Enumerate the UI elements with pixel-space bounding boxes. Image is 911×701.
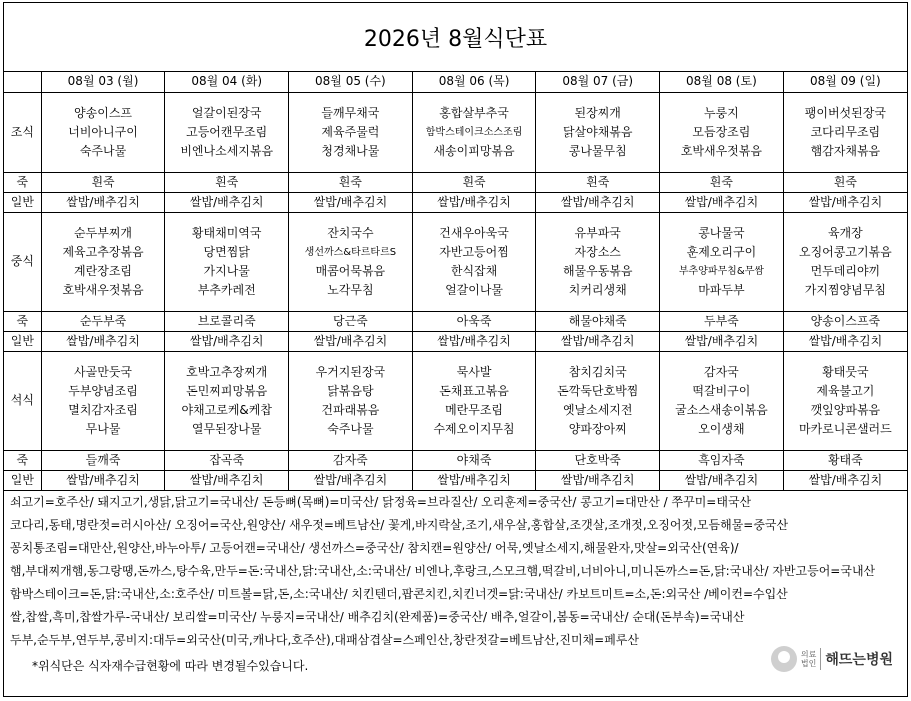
lunch-juk-cell: 브로콜리죽: [165, 311, 289, 331]
origin-notes: [4, 491, 907, 680]
menu-item: 유부파국: [574, 225, 621, 240]
dinner-ilban-cell: 쌀밥/배추김치: [412, 470, 536, 490]
lunch-juk-cell: 아욱죽: [412, 311, 536, 331]
corner-cell: [4, 72, 41, 92]
menu-item: 가지찜양념무침: [804, 282, 886, 297]
menu-item: 메란무조림: [445, 402, 504, 417]
menu-item: 자반고등어찜: [439, 244, 509, 259]
menu-item: 황태뭇국: [822, 364, 869, 379]
origin-line: 두부,순두부,연두부,콩비지:대두=외국산(미국,캐나다,호주산),대패삼겹살=스페인산,창란젓갈=베트남산,진미채=페루산: [10, 632, 639, 647]
dinner-juk-cell: 황태죽: [783, 450, 907, 470]
menu-item: 양파장아찌: [568, 421, 627, 436]
dinner-ilban-cell: 쌀밥/배추김치: [783, 470, 907, 490]
dinner-cell: [536, 351, 660, 450]
menu-item: 수제오이지무침: [433, 421, 515, 436]
menu-item: 양송이스프: [74, 105, 133, 120]
menu-item: 팽이버섯된장국: [804, 105, 886, 120]
dinner-juk-cell: 흑임자죽: [660, 450, 784, 470]
lunch-juk-row: [4, 311, 907, 331]
breakfast-ilban-cell: 쌀밥/배추김치: [165, 192, 289, 212]
hospital-logo: [771, 646, 893, 672]
menu-item: 훈제오리구이: [686, 244, 757, 259]
menu-item: 우거지된장국: [315, 364, 386, 379]
lunch-cell: [660, 212, 784, 311]
menu-item: 된장찌개: [574, 105, 621, 120]
lunch-cell: [783, 212, 907, 311]
breakfast-juk-cell: 흰죽: [783, 172, 907, 192]
menu-item: 부추양파무침&무쌈: [678, 265, 764, 277]
breakfast-cell: [783, 92, 907, 172]
dinner-cell: [289, 351, 413, 450]
dinner-cell: [41, 351, 165, 450]
dinner-ilban-cell: 쌀밥/배추김치: [536, 470, 660, 490]
menu-item: 당면찜닭: [203, 244, 250, 259]
menu-item: 호박새우젓볶음: [680, 143, 762, 158]
dinner-ilban-cell: 쌀밥/배추김치: [660, 470, 784, 490]
menu-item: 코다리무조림: [810, 124, 881, 139]
menu-item: 돈민찌피망볶음: [186, 383, 268, 398]
footnote: *위식단은 식자재수급현황에 따라 변경될수있습니다.: [32, 658, 309, 673]
breakfast-cell: [536, 92, 660, 172]
dinner-cell: [412, 351, 536, 450]
menu-item: 얼갈이된장국: [191, 105, 262, 120]
menu-item: 무나물: [85, 421, 121, 436]
menu-item: 옛날소세지전: [562, 402, 633, 417]
lunch-juk-cell: 당근죽: [289, 311, 413, 331]
menu-item: 비엔나소세지볶음: [180, 143, 274, 158]
menu-sheet: [3, 2, 908, 697]
dinner-juk-row: [4, 450, 907, 470]
breakfast-ilban-cell: 쌀밥/배추김치: [289, 192, 413, 212]
origin-line: 쌀,찹쌀,흑미,찹쌀가루-국내산/ 보리쌀=미국산/ 누룽지=국내산/ 배추김치(완제품)=중국산/ 배추,얼갈이,봄동=국내산/ 순대(돈부속)=국내산: [10, 609, 745, 624]
dinner-ilban-cell: 쌀밥/배추김치: [289, 470, 413, 490]
lunch-ilban-cell: 쌀밥/배추김치: [536, 331, 660, 351]
breakfast-juk-cell: 흰죽: [536, 172, 660, 192]
breakfast-ilban-label: 일반: [4, 192, 41, 212]
lunch-ilban-cell: 쌀밥/배추김치: [660, 331, 784, 351]
lunch-ilban-cell: 쌀밥/배추김치: [41, 331, 165, 351]
menu-item: 숙주나물: [327, 421, 374, 436]
lunch-juk-cell: 순두부죽: [41, 311, 165, 331]
menu-item: 열무된장나물: [191, 421, 262, 436]
lunch-ilban-cell: 쌀밥/배추김치: [783, 331, 907, 351]
menu-item: 참치김치국: [568, 364, 627, 379]
menu-item: 호박고추장찌개: [186, 364, 268, 379]
menu-item: 묵사발: [456, 364, 492, 379]
menu-item: 떡갈비구이: [692, 383, 751, 398]
page-title: 2026년 8월식단표: [4, 3, 907, 72]
menu-item: 건파래볶음: [321, 402, 380, 417]
origin-line: 쇠고기=호주산/ 돼지고기,생닭,닭고기=국내산/ 돈등뼈(목뼈)=미국산/ 닭정육=브라질산/ 오리훈제=중국산/ 콩고기=대만산 / 쭈꾸미=태국산: [10, 494, 752, 509]
origin-line: 함박스테이크=돈,닭:국내산,소:호주산/ 미트볼=닭,돈,소:국내산/ 치킨텐더,팝콘치킨,치킨너겟=닭:국내산/ 카보트미트=소,돈:외국산 /베이컨=수입산: [10, 586, 788, 601]
breakfast-ilban-cell: 쌀밥/배추김치: [536, 192, 660, 212]
dinner-ilban-cell: 쌀밥/배추김치: [41, 470, 165, 490]
menu-item: 황태채미역국: [191, 225, 262, 240]
breakfast-ilban-row: [4, 192, 907, 212]
menu-table: [4, 72, 907, 491]
breakfast-juk-cell: 흰죽: [289, 172, 413, 192]
menu-item: 제육주물럭: [321, 124, 380, 139]
lunch-cell: [412, 212, 536, 311]
menu-item: 오징어콩고기볶음: [798, 244, 892, 259]
menu-item: 누룽지: [704, 105, 739, 120]
date-header: 08월 03 (월): [41, 72, 165, 92]
lunch-cell: [41, 212, 165, 311]
menu-item: 콩나물국: [698, 225, 745, 240]
menu-item: 계란장조림: [74, 263, 133, 278]
breakfast-row: [4, 92, 907, 172]
date-header: 08월 09 (일): [783, 72, 907, 92]
menu-item: 고등어캔무조림: [186, 124, 268, 139]
menu-item: 돈깍둑단호박찜: [557, 383, 639, 398]
lunch-ilban-label: 일반: [4, 331, 41, 351]
menu-item: 먼두데리야끼: [810, 263, 881, 278]
menu-item: 야채고로케&케찹: [181, 402, 272, 417]
logo-name: 해뜨는병원: [825, 651, 893, 668]
dinner-cell: [660, 351, 784, 450]
menu-item: 홍합살부추국: [439, 105, 509, 120]
breakfast-juk-cell: 흰죽: [660, 172, 784, 192]
dinner-label: 석식: [4, 351, 41, 450]
breakfast-label: 조식: [4, 92, 41, 172]
logo-tag-1: 의료: [800, 649, 817, 659]
breakfast-cell: [41, 92, 165, 172]
menu-item: 모듬장조림: [692, 124, 751, 139]
menu-item: 매콤어묵볶음: [315, 263, 386, 278]
menu-item: 순두부찌개: [74, 225, 133, 240]
lunch-cell: [165, 212, 289, 311]
lunch-cell: [289, 212, 413, 311]
menu-item: 해물우동볶음: [562, 263, 633, 278]
breakfast-ilban-cell: 쌀밥/배추김치: [660, 192, 784, 212]
dinner-ilban-label: 일반: [4, 470, 41, 490]
hospital-logo-icon: [771, 646, 797, 672]
breakfast-cell: [412, 92, 536, 172]
lunch-ilban-cell: 쌀밥/배추김치: [165, 331, 289, 351]
origin-line: 꽁치통조림=대만산,원양산,바누아투/ 고등어캔=국내산/ 생선까스=중국산/ 참치캔=원양산/ 어묵,옛날소세지,해물완자,맛살=외국산(연육)/: [10, 540, 739, 555]
menu-item: 마카로니콘샐러드: [798, 421, 892, 436]
breakfast-juk-cell: 흰죽: [412, 172, 536, 192]
menu-item: 치커리생채: [568, 282, 627, 297]
menu-item: 멸치감자조림: [68, 402, 138, 417]
menu-item: 생선까스&타르타르S: [304, 246, 397, 258]
menu-item: 마파두부: [698, 282, 745, 297]
breakfast-juk-cell: 흰죽: [41, 172, 165, 192]
menu-item: 닭볶음탕: [327, 383, 374, 398]
menu-item: 햄감자채볶음: [810, 143, 881, 158]
menu-item: 가지나물: [203, 263, 250, 278]
breakfast-cell: [289, 92, 413, 172]
menu-item: 자장소스: [574, 244, 621, 259]
menu-item: 호박새우젓볶음: [62, 282, 144, 297]
menu-item: 숙주나물: [79, 143, 127, 158]
breakfast-cell: [660, 92, 784, 172]
lunch-juk-label: 죽: [4, 311, 41, 331]
date-header: 08월 07 (금): [536, 72, 660, 92]
menu-item: 얼갈이나물: [445, 282, 504, 297]
menu-item: 함박스테이크소스조림: [425, 126, 523, 138]
date-header: 08월 06 (목): [412, 72, 536, 92]
origin-line: 코다리,동태,명란젓=러시아산/ 오징어=국산,원양산/ 새우젓=베트남산/ 꽃게,바지락살,조기,새우살,홍합살,조갯살,조개젓,오징어젓,모듬해물=중국산: [10, 517, 789, 532]
dinner-juk-label: 죽: [4, 450, 41, 470]
dinner-juk-cell: 단호박죽: [536, 450, 660, 470]
menu-item: 두부양념조림: [68, 383, 138, 398]
dinner-ilban-cell: 쌀밥/배추김치: [165, 470, 289, 490]
menu-item: 제육불고기: [816, 383, 875, 398]
menu-item: 너비아니구이: [68, 124, 138, 139]
menu-item: 닭살야채볶음: [562, 124, 633, 139]
date-header: 08월 08 (토): [660, 72, 784, 92]
breakfast-cell: [165, 92, 289, 172]
menu-item: 노각무침: [327, 282, 374, 297]
lunch-ilban-cell: 쌀밥/배추김치: [412, 331, 536, 351]
menu-item: 들깨무채국: [321, 105, 380, 120]
menu-item: 한식잡채: [450, 263, 498, 278]
dinner-cell: [783, 351, 907, 450]
dinner-juk-cell: 들깨죽: [41, 450, 165, 470]
dinner-row: [4, 351, 907, 450]
menu-item: 부추카레전: [197, 282, 256, 297]
lunch-juk-cell: 양송이스프죽: [783, 311, 907, 331]
date-row: [4, 72, 907, 92]
lunch-label: 중식: [4, 212, 41, 311]
origin-line: 햄,부대찌개햄,동그랑땡,돈까스,탕수육,만두=돈:국내산,닭:국내산,소:국내산/ 비엔나,후랑크,스모크햄,떡갈비,너비아니,미니돈까스=돈,닭:국내산/ 자반고등어=국내산: [10, 563, 876, 578]
logo-tag-2: 법인: [800, 658, 817, 668]
menu-item: 굴소스새송이볶음: [675, 402, 768, 417]
dinner-juk-cell: 감자죽: [289, 450, 413, 470]
menu-item: 감자국: [704, 364, 739, 379]
lunch-ilban-row: [4, 331, 907, 351]
menu-item: 오이생채: [698, 421, 745, 436]
menu-item: 제육고추장볶음: [62, 244, 144, 259]
menu-item: 새송이피망볶음: [433, 143, 515, 158]
menu-item: 청경채나물: [321, 143, 380, 158]
menu-item: 잔치국수: [327, 225, 374, 240]
lunch-juk-cell: 두부죽: [660, 311, 784, 331]
lunch-juk-cell: 해물야채죽: [536, 311, 660, 331]
menu-item: 콩나물무침: [568, 143, 627, 158]
dinner-ilban-row: [4, 470, 907, 490]
dinner-cell: [165, 351, 289, 450]
lunch-row: [4, 212, 907, 311]
menu-item: 깻잎양파볶음: [810, 402, 881, 417]
menu-item: 돈채표고볶음: [439, 383, 509, 398]
menu-item: 육개장: [827, 225, 863, 240]
breakfast-ilban-cell: 쌀밥/배추김치: [412, 192, 536, 212]
breakfast-juk-label: 죽: [4, 172, 41, 192]
date-header: 08월 05 (수): [289, 72, 413, 92]
date-header: 08월 04 (화): [165, 72, 289, 92]
breakfast-juk-row: [4, 172, 907, 192]
breakfast-juk-cell: 흰죽: [165, 172, 289, 192]
lunch-ilban-cell: 쌀밥/배추김치: [289, 331, 413, 351]
breakfast-ilban-cell: 쌀밥/배추김치: [41, 192, 165, 212]
lunch-cell: [536, 212, 660, 311]
dinner-juk-cell: 야채죽: [412, 450, 536, 470]
menu-item: 건새우아욱국: [439, 225, 509, 240]
dinner-juk-cell: 잡곡죽: [165, 450, 289, 470]
breakfast-ilban-cell: 쌀밥/배추김치: [783, 192, 907, 212]
menu-item: 사골만둣국: [74, 364, 133, 379]
